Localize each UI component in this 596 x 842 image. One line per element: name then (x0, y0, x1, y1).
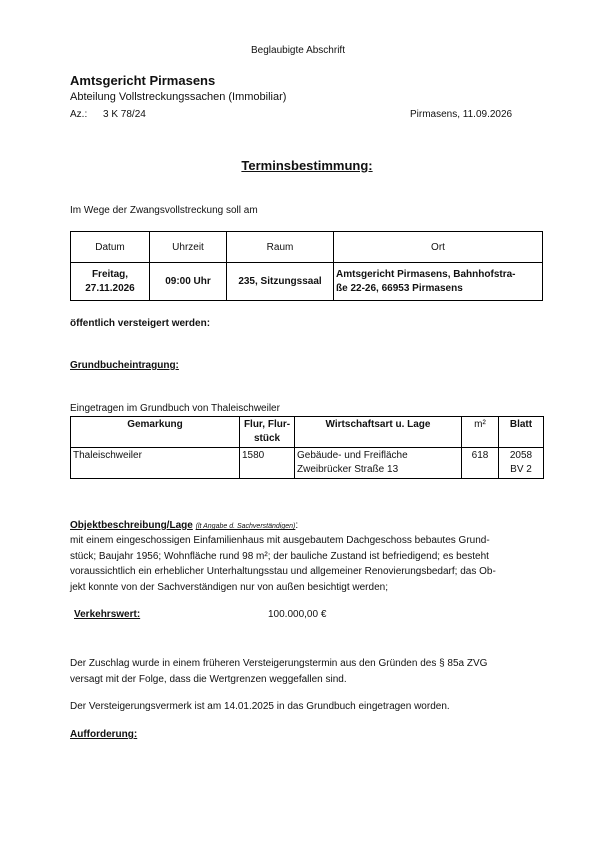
row-blatt (499, 448, 544, 479)
register-note: Der Versteigerungsvermerk ist am 14.01.2025 in das Grundbuch eingetragen worden. (70, 701, 450, 712)
schedule-place-line2: ße 22-26, 66953 Pirmasens (336, 282, 463, 294)
object-source-note: (lt Angabe d. Sachverständigen) (195, 523, 296, 530)
header-blatt: Blatt (499, 417, 544, 448)
header-flur-line1: Flur, Flur- (243, 419, 291, 430)
row-blatt-line1: 2058 (509, 450, 533, 461)
schedule-header-room: Raum (227, 232, 334, 263)
place-and-date: Pirmasens, 11.09.2026 (410, 109, 513, 120)
schedule-place-line1: Amtsgericht Pirmasens, Bahnhofstra- (336, 268, 516, 280)
header-flur-line2: stück (253, 433, 281, 444)
market-value-label: Verkehrswert: (74, 609, 141, 620)
certified-copy-note: Beglaubigte Abschrift (251, 45, 345, 56)
document-title: Terminsbestimmung: (241, 158, 373, 173)
schedule-place (334, 263, 543, 301)
surcharge-note-line: Der Zuschlag wurde in einem früheren Versteigerungstermin aus den Gründen des § 85a ZVG (70, 658, 488, 669)
header-m2: m² (462, 417, 499, 448)
schedule-header-date: Datum (71, 232, 150, 263)
auction-note: öffentlich versteigert werden: (70, 318, 211, 329)
market-value-amount: 100.000,00 € (268, 609, 327, 620)
header-gemarkung: Gemarkung (71, 417, 240, 448)
land-register-location: Eingetragen im Grundbuch von Thaleischweiler (70, 403, 280, 414)
header-flur (240, 417, 295, 448)
request-heading: Aufforderung: (70, 729, 138, 740)
case-number: 3 K 78/24 (103, 109, 146, 120)
object-heading-line (70, 520, 298, 531)
court-department: Abteilung Vollstreckungssachen (Immobiliar) (70, 91, 287, 103)
object-description (70, 533, 550, 595)
case-number-label: Az.: (70, 109, 88, 120)
object-description-line: voraussichtlich ein erheblicher Unterhaltungsstau und allgemeiner Renovierungsbedarf; das Ob- (70, 566, 496, 577)
intro-text: Im Wege der Zwangsvollstreckung soll am (70, 205, 258, 216)
row-flur: 1580 (240, 448, 295, 479)
land-register-heading: Grundbucheintragung: (70, 360, 179, 371)
row-gemarkung: Thaleischweiler (71, 448, 240, 479)
schedule-room: 235, Sitzungssaal (227, 263, 334, 301)
surcharge-note-line: versagt mit der Folge, dass die Wertgrenzen weggefallen sind. (70, 673, 347, 685)
schedule-date-day: 27.11.2026 (85, 282, 135, 294)
row-wirtschaftsart (295, 448, 462, 479)
surcharge-note (70, 656, 550, 687)
object-heading: Objektbeschreibung/Lage (70, 520, 193, 531)
object-heading-colon: : (295, 520, 299, 531)
object-description-line: mit einem eingeschossigen Einfamilienhaus mit ausgebautem Dachgeschoss bebautes Grund- (70, 535, 490, 546)
row-m2: 618 (462, 448, 499, 479)
schedule-date (71, 263, 150, 301)
schedule-time: 09:00 Uhr (150, 263, 227, 301)
row-wirtschaftsart-line1: Gebäude- und Freifläche (297, 450, 408, 461)
object-description-line: stück; Baujahr 1956; Wohnfläche rund 98 m²; der bauliche Zustand ist befriedigend; es besteht (70, 550, 489, 562)
schedule-header-time: Uhrzeit (150, 232, 227, 263)
schedule-header-place: Ort (334, 232, 543, 263)
schedule-table (70, 231, 543, 301)
court-name: Amtsgericht Pirmasens (70, 73, 216, 88)
object-description-line: jekt konnte von der Sachverständigen nur von außen besichtigt werden; (70, 581, 388, 593)
header-wirtschaftsart: Wirtschaftsart u. Lage (295, 417, 462, 448)
row-wirtschaftsart-line2: Zweibrücker Straße 13 (297, 464, 399, 475)
land-register-table (70, 416, 544, 479)
schedule-date-weekday: Freitag, (91, 268, 129, 280)
row-blatt-line2: BV 2 (510, 464, 532, 475)
